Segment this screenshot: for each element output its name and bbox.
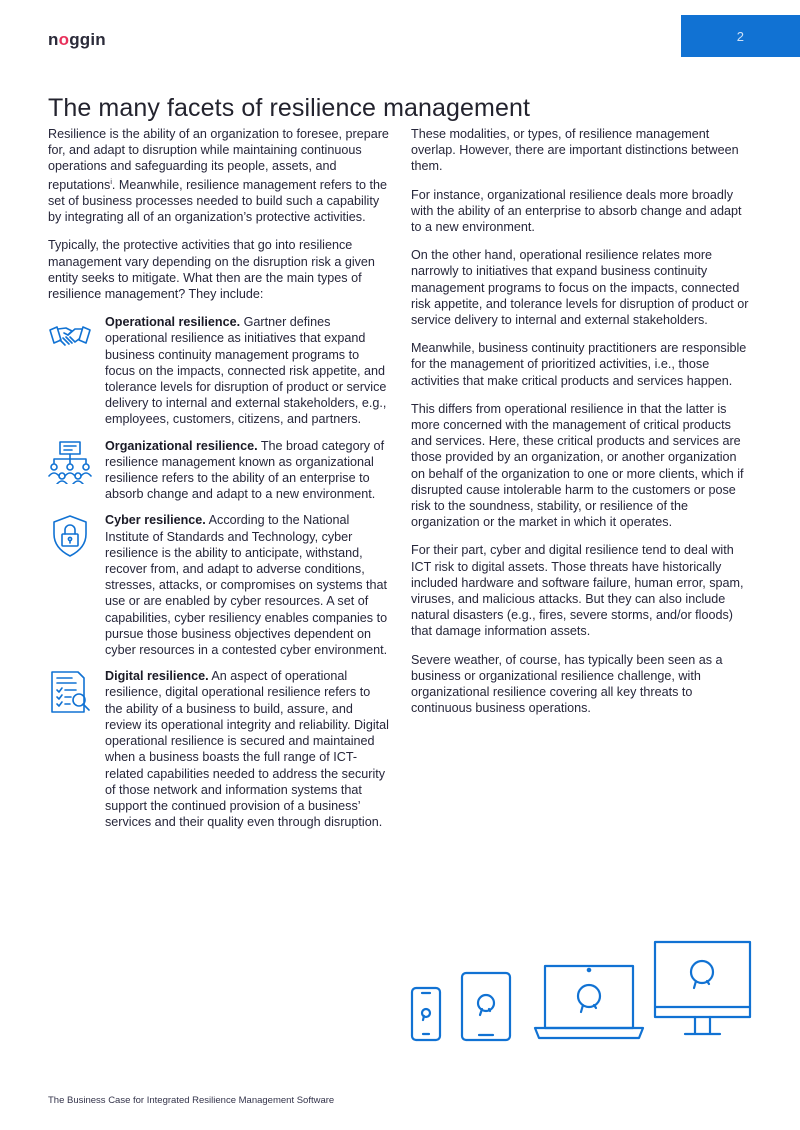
paragraph: For instance, organizational resilience deals more broadly with the ability of an enterprise to absorb change and adapt to a new environment. bbox=[411, 187, 742, 235]
document-checklist-icon bbox=[48, 670, 92, 714]
footer-text: The Business Case for Integrated Resilience Management Software bbox=[48, 1095, 335, 1106]
paragraph: For their part, cyber and digital resilience tend to deal with ICT risk to digital assets. Those threats have historically included hardware and software failure, human error, spam, viruses, and malicious attacks. But they can also include natural disasters (e.g., fires, severe storms, and/or floods) that damage information assets. bbox=[411, 543, 744, 639]
paragraph: These modalities, or types, of resilience management overlap. However, there are important distinctions between them. bbox=[411, 127, 739, 174]
item-text: Gartner defines operational resilience as initiatives that expand business continuity management programs to focus on the impacts, connected risk appetite, and tolerance levels for disruption of product or service delivery to internal and external stakeholders, e.g., employees, customers, citizens, and partners. bbox=[105, 315, 387, 427]
item-title: Digital resilience. bbox=[105, 669, 209, 684]
list-item-cyber-resilience bbox=[48, 512, 390, 658]
right-column bbox=[411, 126, 753, 729]
item-text: An aspect of operational resilience, digital operational resilience refers to the ability of a business to build, assure, and review its operational integrity and reliability. Digital operational resilience is secured and maintained when a business boasts the full range of ICT-related capabilities needed to address the security of those network and information systems that support the continued provision of a business’ services and their quality even through disruption. bbox=[105, 669, 389, 830]
list-item-digital-resilience bbox=[48, 668, 390, 830]
page-number-tab bbox=[681, 15, 800, 57]
item-title: Organizational resilience. bbox=[105, 438, 258, 453]
item-title: Cyber resilience. bbox=[105, 513, 206, 528]
list-item-organizational-resilience bbox=[48, 438, 390, 503]
phone-icon bbox=[412, 988, 440, 1040]
laptop-icon bbox=[535, 966, 643, 1038]
item-text: The broad category of resilience management known as organizational resilience refers to the ability of an enterprise to absorb change and adapt to a new environment. bbox=[105, 438, 385, 502]
footnote-ref: i bbox=[110, 178, 112, 186]
tablet-icon bbox=[462, 973, 510, 1040]
paragraph: Severe weather, of course, has typically been seen as a business or organizational resilience challenge, with organizational resilience covering all key threats to continuous business operations. bbox=[411, 652, 723, 716]
shield-lock-icon bbox=[48, 514, 92, 558]
noggin-logo: noggin bbox=[48, 30, 106, 49]
devices-illustration bbox=[405, 938, 755, 1048]
item-text: According to the National Institute of Standards and Technology, cyber resilience is the ability to anticipate, withstand, recover from, and adapt to adverse conditions, stresses, attacks, or compromises on systems that use or are enabled by cyber resources. A set of capabilities, cyber resiliency enables companies to pursue those business objectives dependent on cyber resources in a contested cyber environment. bbox=[105, 513, 388, 658]
org-chart-icon bbox=[48, 440, 92, 484]
left-column bbox=[48, 126, 390, 840]
page-title: The many facets of resilience management bbox=[48, 94, 531, 122]
paragraph: Meanwhile, business continuity practitioners are responsible for the management of prioritized activities, i.e., those activities that make critical products and services happen. bbox=[411, 341, 747, 388]
page-number: 2 bbox=[736, 29, 744, 44]
item-title: Operational resilience. bbox=[105, 315, 241, 330]
handshake-icon bbox=[48, 316, 92, 360]
paragraph: On the other hand, operational resilience relates more narrowly to initiatives that expand business continuity management programs to focus on the impacts, connected risk appetite, and tolerance levels for disruption of product or service delivery to internal and external stakeholders. bbox=[411, 248, 749, 328]
list-item-operational-resilience bbox=[48, 314, 390, 427]
intro-paragraph-1: Resilience is the ability of an organization to foresee, prepare for, and adapt to disruption while maintaining continuous operations and safeguarding its people, assets, and reputations$^i$. Meanwhile, resilience management refers to the set of business processes needed to build such a capability by integrating all of an organization’s protective activities. bbox=[48, 127, 389, 225]
intro-paragraph-2: Typically, the protective activities that go into resilience management vary depending on the disruption risk a given entity seeks to mitigate. What then are the main types of resilience management? They include: bbox=[48, 238, 375, 302]
desktop-monitor-icon bbox=[655, 942, 750, 1034]
paragraph: This differs from operational resilience in that the latter is more concerned with the management of critical products and services. Here, these critical products and services are those provided by an organization, or another organization on behalf of the organization to one or more clients, which if disrupted cause intolerable harm to the customers or pose risk to the soundness, stability, or resilience of the organization or the market in which it operates. bbox=[411, 401, 744, 530]
